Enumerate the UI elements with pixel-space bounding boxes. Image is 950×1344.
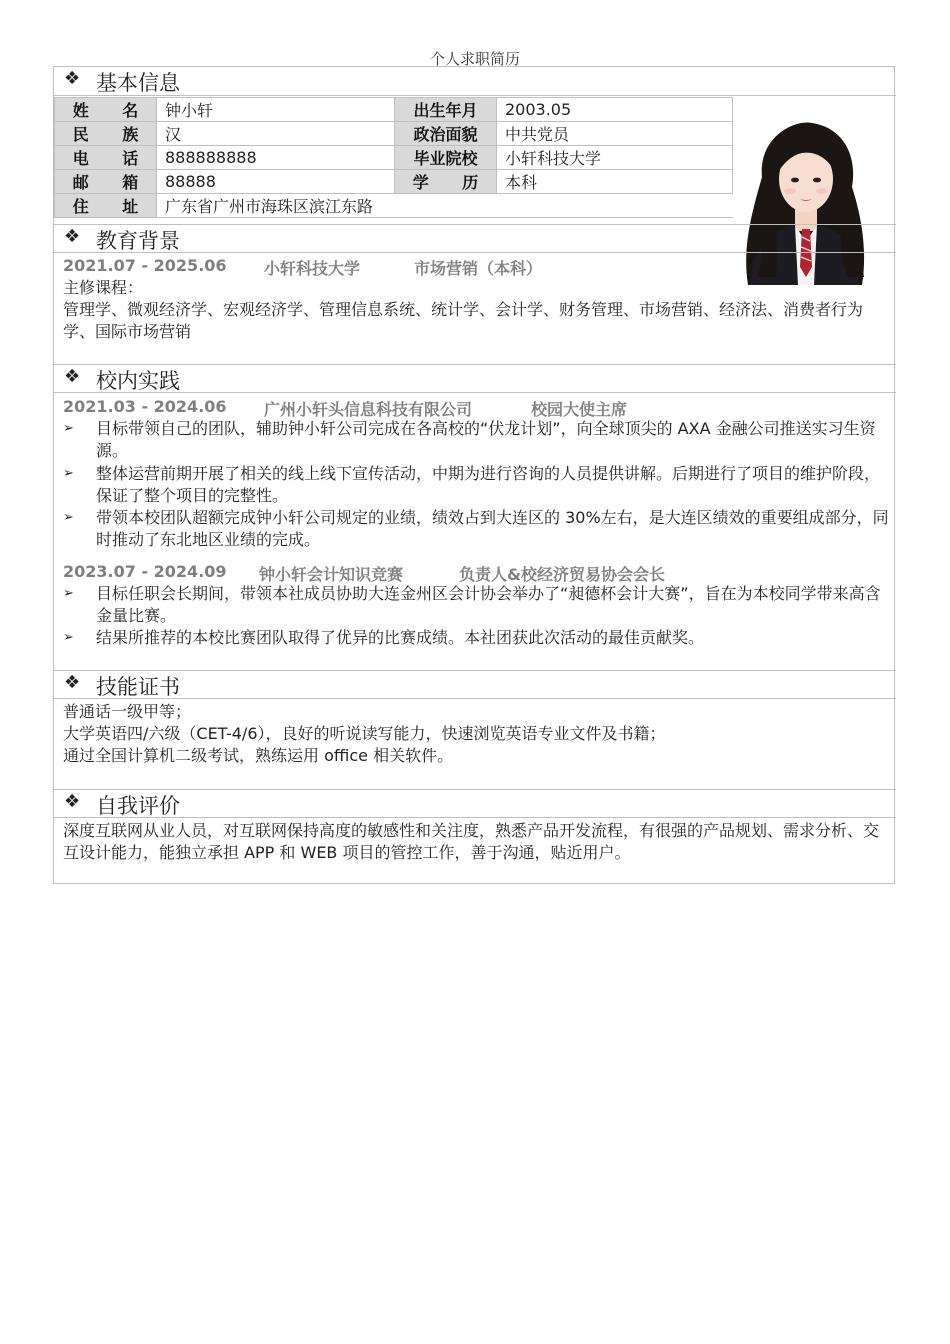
arrow-bullet-icon: ➢ xyxy=(63,586,74,601)
exp1-bullet-text: 目标带领自己的团队，辅助钟小轩公司完成在各高校的“伏龙计划”，向全球顶尖的 AXA 金融公司推送实习生资源。 xyxy=(96,419,876,460)
exp1-role: 校园大使主席 xyxy=(531,400,628,419)
diamond-icon: ❖ xyxy=(64,672,81,693)
education-period: 2021.07 - 2025.06 xyxy=(63,256,227,275)
resume-frame xyxy=(53,66,895,884)
politics-label: 政治面貌 xyxy=(395,122,497,146)
exp2-period: 2023.07 - 2024.09 xyxy=(63,562,227,581)
basic-info-table xyxy=(54,97,733,218)
birth-value: 2003.05 xyxy=(497,98,733,122)
courses-list: 管理学、微观经济学、宏观经济学、管理信息系统、统计学、会计学、财务管理、市场营销、经济法、消费者行为学、国际市场营销 xyxy=(63,300,864,341)
skill-line: 大学英语四/六级（CET-4/6），良好的听说读写能力，快速浏览英语专业文件及书籍； xyxy=(63,724,666,743)
politics-value: 中共党员 xyxy=(497,122,733,146)
section-title-education: 教育背景 xyxy=(96,229,180,253)
exp2-bullet-text: 结果所推荐的本校比赛团队取得了优异的比赛成绩。本社团获此次活动的最佳贡献奖。 xyxy=(96,628,705,647)
exp1-org: 广州小轩头信息科技有限公司 xyxy=(264,400,473,419)
birth-label: 出生年月 xyxy=(395,98,497,122)
skill-line: 普通话一级甲等； xyxy=(63,702,192,721)
exp2-bullet-text: 目标任职会长期间，带领本社成员协助大连金州区会计协会举办了“昶德杯会计大赛”，旨在为本校同学带来高含金量比赛。 xyxy=(96,584,881,625)
section-title-skills: 技能证书 xyxy=(96,675,180,699)
section-title-campus: 校内实践 xyxy=(96,369,180,393)
section-title-basic: 基本信息 xyxy=(96,71,180,95)
ethnicity-label: 民 族 xyxy=(55,122,157,146)
education-major: 市场营销（本科） xyxy=(414,259,543,278)
email-value: 88888 xyxy=(157,170,395,194)
section-header-education xyxy=(54,224,896,253)
section-header-campus xyxy=(54,364,896,393)
name-label: 姓 名 xyxy=(55,98,157,122)
phone-value: 888888888 xyxy=(157,146,395,170)
name-value: 钟小轩 xyxy=(157,98,395,122)
diamond-icon: ❖ xyxy=(64,68,81,89)
portrait-image xyxy=(740,117,870,285)
courses-label: 主修课程： xyxy=(63,278,144,297)
profile-photo xyxy=(740,117,870,285)
address-value: 广东省广州市海珠区滨江东路 xyxy=(157,194,733,218)
arrow-bullet-icon: ➢ xyxy=(63,510,74,525)
arrow-bullet-icon: ➢ xyxy=(63,421,74,436)
degree-value: 本科 xyxy=(497,170,733,194)
section-header-basic xyxy=(54,67,896,96)
school-label: 毕业院校 xyxy=(395,146,497,170)
address-label: 住 址 xyxy=(55,194,157,218)
arrow-bullet-icon: ➢ xyxy=(63,630,74,645)
exp1-period: 2021.03 - 2024.06 xyxy=(63,397,227,416)
exp2-role: 负责人&校经济贸易协会会长 xyxy=(459,565,665,584)
section-title-self: 自我评价 xyxy=(96,794,180,818)
diamond-icon: ❖ xyxy=(64,791,81,812)
email-label: 邮 箱 xyxy=(55,170,157,194)
document-title: 个人求职简历 xyxy=(429,50,520,68)
skill-line: 通过全国计算机二级考试，熟练运用 office 相关软件。 xyxy=(63,746,454,765)
school-value: 小轩科技大学 xyxy=(497,146,733,170)
exp1-bullet-text: 整体运营前期开展了相关的线上线下宣传活动，中期为进行咨询的人员提供讲解。后期进行了项目的维护阶段，保证了整个项目的完整性。 xyxy=(96,464,881,505)
exp2-org: 钟小轩会计知识竞赛 xyxy=(259,565,404,584)
exp1-bullet-text: 带领本校团队超额完成钟小轩公司规定的业绩，绩效占到大连区的 30%左右，是大连区绩效的重要组成部分，同时推动了东北地区业绩的完成。 xyxy=(96,508,889,549)
self-evaluation-text: 深度互联网从业人员，对互联网保持高度的敏感性和关注度，熟悉产品开发流程，有很强的产品规划、需求分析、交互设计能力，能独立承担 APP 和 WEB 项目的管控工作，善于沟通，贴近用户。 xyxy=(63,821,880,862)
arrow-bullet-icon: ➢ xyxy=(63,466,74,481)
ethnicity-value: 汉 xyxy=(157,122,395,146)
degree-label: 学 历 xyxy=(395,170,497,194)
phone-label: 电 话 xyxy=(55,146,157,170)
diamond-icon: ❖ xyxy=(64,226,81,247)
education-school: 小轩科技大学 xyxy=(264,259,361,278)
section-header-skills xyxy=(54,670,896,699)
diamond-icon: ❖ xyxy=(64,366,81,387)
section-header-self xyxy=(54,789,896,818)
